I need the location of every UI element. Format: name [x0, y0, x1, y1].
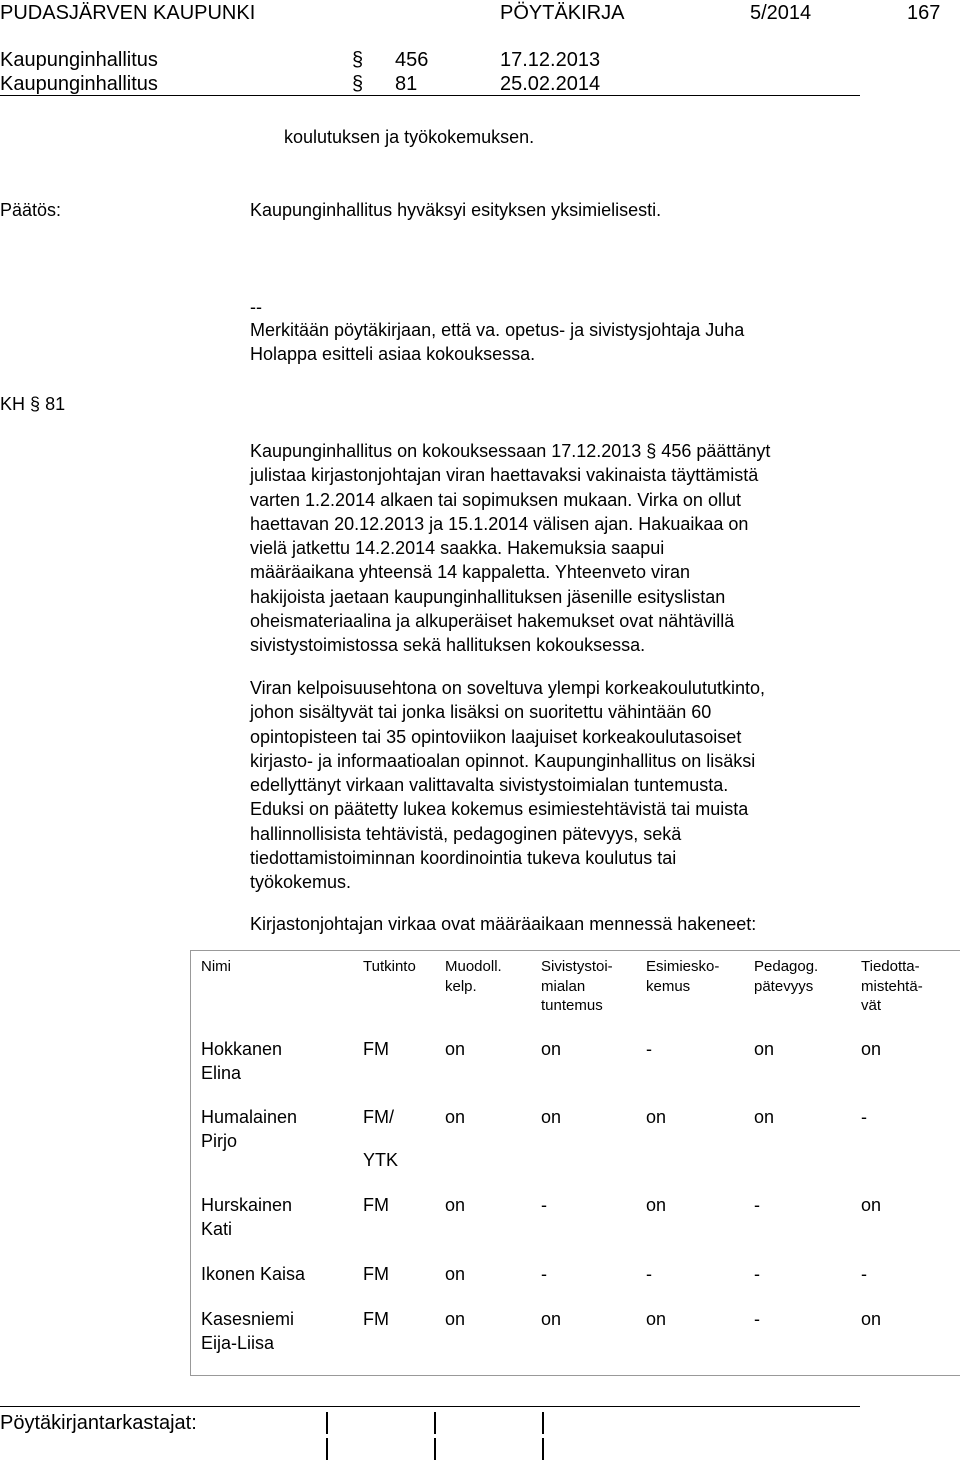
- col-header-sector-knowledge: Sivistystoi- mialan tuntemus: [541, 958, 613, 1014]
- paragraph-line: julistaa kirjastonjohtajan viran haettavaksi vakinaista täyttämistä: [250, 465, 759, 486]
- paragraph-line: johon sisältyvät tai jonka lisäksi on suoritettu vähintään 60: [250, 702, 712, 723]
- section-number: 81: [45, 394, 66, 414]
- section-icon: §: [352, 49, 364, 71]
- table-row-name: Kasesniemi Eija-Liisa: [201, 1309, 295, 1353]
- ref-date-2: 25.02.2014: [500, 73, 601, 95]
- table-cell: -: [541, 1264, 547, 1284]
- table-cell: -: [861, 1107, 867, 1127]
- col-header-pedagogical: Pedagog. pätevyys: [754, 958, 819, 995]
- continuation-text: koulutuksen ja työkokemuksen.: [284, 127, 535, 147]
- ref-section-1: 456: [395, 49, 429, 71]
- table-cell: FM: [363, 1039, 389, 1059]
- table-cell: -: [754, 1264, 760, 1284]
- paragraph-line: edellyttänyt virkaan valittavalta sivistystoimialan tuntemusta.: [250, 775, 729, 796]
- header-rule: [0, 95, 860, 96]
- table-cell: on: [861, 1309, 882, 1329]
- col-header-management-experience: Esimiesko- kemus: [646, 958, 720, 995]
- table-cell: on: [445, 1195, 466, 1215]
- paragraph-line: opintopisteen tai 35 opintoviikon laajuiset korkeakoulutasoiset: [250, 726, 742, 747]
- paragraph-line: tiedottamistoiminnan koordinointia tukeva koulutus tai: [250, 848, 677, 869]
- separator: --: [250, 297, 262, 317]
- note-line-1: Merkitään pöytäkirjaan, että va. opetus- ja sivistysjohtaja Juha: [250, 320, 745, 340]
- issue-number: 5/2014: [750, 2, 812, 24]
- table-cell: -: [861, 1264, 867, 1284]
- paragraph-line: työkokemus.: [250, 872, 352, 893]
- paragraph-2: [250, 676, 870, 895]
- signature-line: [542, 1438, 544, 1460]
- paragraph-line: varten 1.2.2014 alkaen tai sopimuksen mukaan. Virka on ollut: [250, 489, 741, 510]
- table-cell: -: [754, 1309, 760, 1329]
- table-cell: FM/ YTK: [363, 1107, 399, 1170]
- org-name: PUDASJÄRVEN KAUPUNKI: [0, 2, 256, 24]
- table-cell: on: [754, 1039, 775, 1059]
- paragraph-line: Kaupunginhallitus on kokouksessaan 17.12.2013 § 456 päättänyt: [250, 441, 771, 461]
- table-cell: FM: [363, 1264, 389, 1284]
- paragraph-line: Viran kelpoisuusehtona on soveltuva ylempi korkeakoulututkinto,: [250, 678, 765, 698]
- table-cell: on: [445, 1264, 466, 1284]
- applicants-intro: Kirjastonjohtajan virkaa ovat määräaikaan mennessä hakeneet:: [250, 914, 757, 934]
- footer-rule: [0, 1406, 860, 1407]
- table-cell: on: [445, 1107, 466, 1127]
- table-cell: on: [541, 1039, 562, 1059]
- paragraph-line: määräaikana yhteensä 14 kappaletta. Yhteenveto viran: [250, 562, 690, 583]
- table-cell: -: [646, 1264, 652, 1284]
- ref-body-1: Kaupunginhallitus: [0, 49, 158, 71]
- table-cell: on: [861, 1195, 882, 1215]
- table-cell: on: [646, 1107, 667, 1127]
- paragraph-line: kirjasto- ja informaatioalan opinnot. Kaupunginhallitus on lisäksi: [250, 750, 756, 771]
- table-cell: on: [445, 1039, 466, 1059]
- ref-section-2: 81: [395, 73, 418, 95]
- decision-text: Kaupunginhallitus hyväksyi esityksen yksimielisesti.: [250, 200, 662, 220]
- table-cell: on: [445, 1309, 466, 1329]
- col-header-name: Nimi: [201, 958, 231, 975]
- page-number: 167: [907, 2, 941, 24]
- table-cell: on: [541, 1309, 562, 1329]
- table-cell: FM: [363, 1195, 389, 1215]
- table-cell: -: [541, 1195, 547, 1215]
- ref-date-1: 17.12.2013: [500, 49, 601, 71]
- ref-body-2: Kaupunginhallitus: [0, 73, 158, 95]
- applicants-table: [190, 950, 960, 1376]
- note-line-2: Holappa esitteli asiaa kokouksessa.: [250, 344, 536, 364]
- signature-line: [434, 1412, 436, 1434]
- paragraph-line: oheismateriaalina ja alkuperäiset hakemukset ovat nähtävillä: [250, 611, 735, 632]
- doc-type: PÖYTÄKIRJA: [500, 2, 625, 24]
- col-header-formal-qualification: Muodoll. kelp.: [445, 958, 502, 995]
- paragraph-line: sivistystoimistossa sekä hallituksen kokouksessa.: [250, 635, 646, 656]
- table-cell: on: [541, 1107, 562, 1127]
- table-cell: -: [754, 1195, 760, 1215]
- paragraph-line: vielä jatkettu 14.2.2014 saakka. Hakemuksia saapui: [250, 538, 665, 559]
- table-row-name: Hurskainen Kati: [201, 1195, 293, 1239]
- table-cell: on: [754, 1107, 775, 1127]
- table-cell: -: [646, 1039, 652, 1059]
- table-row-name: Ikonen Kaisa: [201, 1264, 306, 1284]
- col-header-degree: Tutkinto: [363, 958, 416, 975]
- decision-label: Päätös:: [0, 200, 62, 220]
- paragraph-line: Eduksi on päätetty lukea kokemus esimiestehtävistä tai muista: [250, 799, 749, 820]
- table-cell: FM: [363, 1309, 389, 1329]
- signature-line: [434, 1438, 436, 1460]
- signature-line: [326, 1438, 328, 1460]
- section-id: KH: [0, 394, 26, 414]
- table-row-name: Humalainen Pirjo: [201, 1107, 298, 1151]
- table-cell: on: [646, 1309, 667, 1329]
- section-icon: §: [30, 394, 41, 414]
- paragraph-line: hakijoista jaetaan kaupunginhallituksen jäsenille esityslistan: [250, 586, 726, 607]
- reviewers-label: Pöytäkirjantarkastajat:: [0, 1412, 197, 1434]
- signature-line: [542, 1412, 544, 1434]
- section-heading: [0, 392, 65, 416]
- paragraph-1: [250, 439, 870, 658]
- col-header-communications: Tiedotta- mistehtä- vät: [861, 958, 923, 1014]
- table-cell: on: [861, 1039, 882, 1059]
- section-icon: §: [352, 73, 364, 95]
- signature-line: [326, 1412, 328, 1434]
- table-row-name: Hokkanen Elina: [201, 1039, 283, 1083]
- table-cell: on: [646, 1195, 667, 1215]
- paragraph-line: hallinnollisista tehtävistä, pedagoginen pätevyys, sekä: [250, 823, 682, 844]
- paragraph-line: haettavan 20.12.2013 ja 15.1.2014 välisen ajan. Hakuaikaa on: [250, 513, 749, 534]
